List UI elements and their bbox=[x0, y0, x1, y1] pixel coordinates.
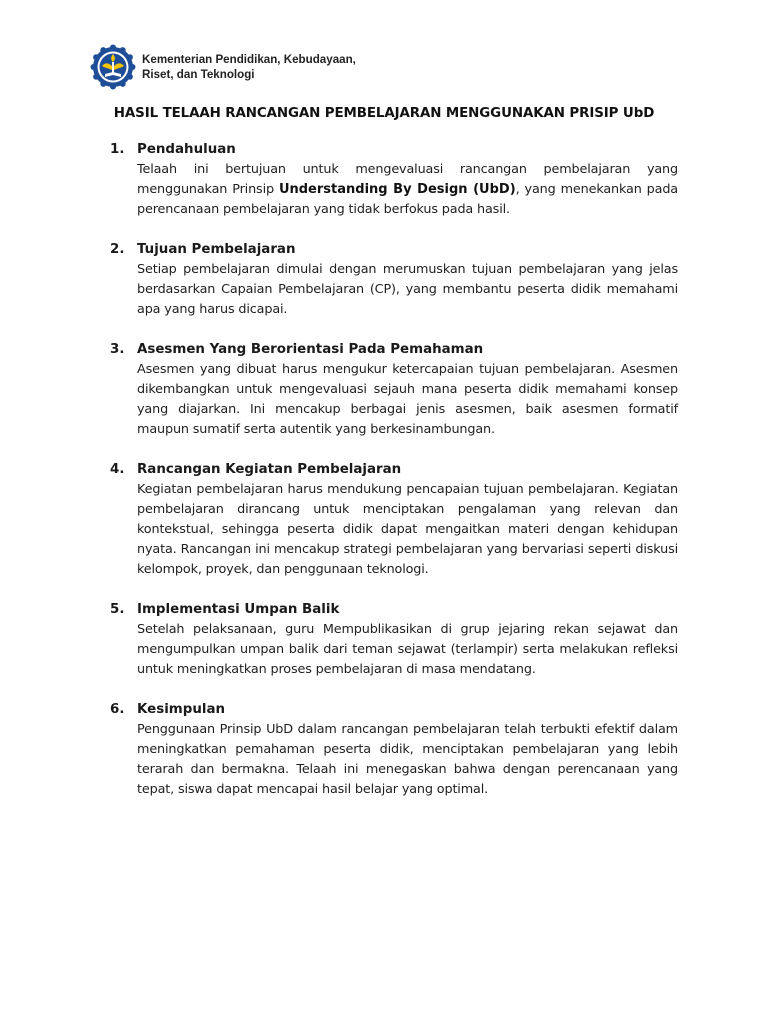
section-asesmen bbox=[110, 340, 678, 440]
section-heading: Rancangan Kegiatan Pembelajaran bbox=[137, 462, 402, 477]
section-heading: Asesmen Yang Berorientasi Pada Pemahaman bbox=[137, 342, 484, 357]
section-pendahuluan bbox=[110, 140, 678, 220]
section-body-emphasis: Understanding By Design (UbD) bbox=[278, 182, 516, 197]
section-body: Kegiatan pembelajaran harus mendukung pencapaian tujuan pembelajaran. Kegiatan pembelajaran dirancang untuk menciptakan pengalaman yang relevan dan kontekstual, sehingga peserta didik dapat mengaitkan materi dengan kehidupan nyata. Rancangan ini mencakup strategi pembelajaran yang bervariasi seperti diskusi kelompok, proyek, dan penggunaan teknologi. bbox=[137, 482, 678, 577]
section-heading: Kesimpulan bbox=[137, 702, 226, 717]
document-header bbox=[90, 44, 356, 90]
section-number: 4. bbox=[110, 462, 125, 477]
section-heading: Implementasi Umpan Balik bbox=[137, 602, 340, 617]
section-body-text: , yang menekankan pada perencanaan pembelajaran yang tidak berfokus pada hasil. bbox=[137, 182, 679, 217]
document-title: HASIL TELAAH RANCANGAN PEMBELAJARAN MENGGUNAKAN PRISIP UbD bbox=[113, 106, 655, 121]
section-heading: Tujuan Pembelajaran bbox=[137, 242, 296, 257]
section-tujuan-pembelajaran bbox=[110, 240, 678, 320]
section-rancangan-kegiatan bbox=[110, 460, 678, 580]
section-umpan-balik bbox=[110, 600, 678, 680]
section-number: 1. bbox=[110, 142, 125, 157]
section-number: 2. bbox=[110, 242, 125, 257]
section-number: 6. bbox=[110, 702, 125, 717]
section-body-text: Telaah ini bertujuan untuk mengevaluasi rancangan pembelajaran yang menggunakan Prinsip bbox=[137, 162, 678, 197]
tut-wuri-handayani-logo-icon bbox=[90, 44, 136, 90]
section-body: Setiap pembelajaran dimulai dengan merumuskan tujuan pembelajaran yang jelas berdasarkan Capaian Pembelajaran (CP), yang membantu peserta didik memahami apa yang harus dicapai. bbox=[137, 262, 678, 317]
section-heading: Pendahuluan bbox=[137, 142, 236, 157]
section-number: 3. bbox=[110, 342, 125, 357]
section-body bbox=[137, 160, 678, 220]
section-body: Penggunaan Prinsip UbD dalam rancangan pembelajaran telah terbukti efektif dalam meningkatkan pemahaman peserta didik, menciptakan pembelajaran yang lebih terarah dan bermakna. Telaah ini menegaskan bahwa dengan perencanaan yang tepat, siswa dapat mencapai hasil belajar yang optimal. bbox=[137, 722, 678, 797]
section-kesimpulan bbox=[110, 700, 678, 800]
ministry-name bbox=[142, 52, 356, 82]
section-body: Asesmen yang dibuat harus mengukur ketercapaian tujuan pembelajaran. Asesmen dikembangkan untuk mengevaluasi sejauh mana peserta didik memahami konsep yang diajarkan. Ini mencakup berbagai jenis asesmen, baik asesmen formatif maupun sumatif serta autentik yang berkesinambungan. bbox=[137, 362, 678, 437]
ministry-name-line-2: Riset, dan Teknologi bbox=[142, 68, 255, 81]
ministry-name-line-1: Kementerian Pendidikan, Kebudayaan, bbox=[142, 53, 356, 66]
document-body bbox=[110, 140, 678, 820]
section-number: 5. bbox=[110, 602, 125, 617]
section-body: Setelah pelaksanaan, guru Mempublikasikan di grup jejaring rekan sejawat dan mengumpulkan umpan balik dari teman sejawat (terlampir) serta melakukan refleksi untuk meningkatkan proses pembelajaran di masa mendatang. bbox=[137, 622, 678, 677]
